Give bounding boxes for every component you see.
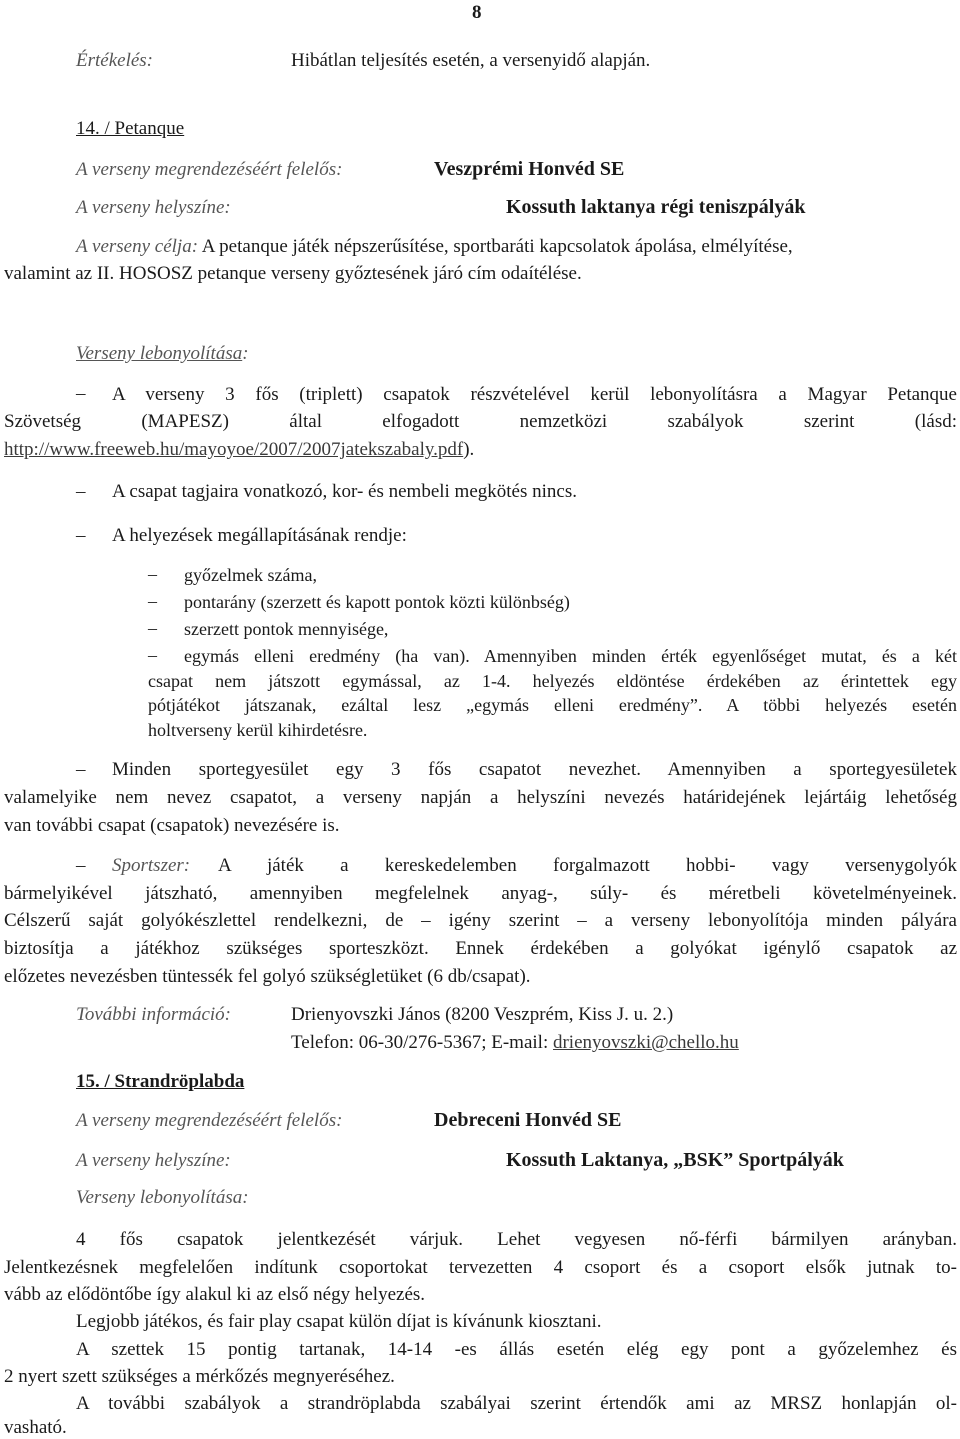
bullet-3: A helyezések megállapításának rendje: bbox=[112, 525, 407, 546]
sub-dash: – bbox=[148, 618, 157, 638]
para-2-line-1: A játék a kereskedelemben forgalmazott hobbi- vagy versenygolyók bbox=[218, 855, 957, 876]
strand-line-7: A további szabályok a strandröplabda szabályai szerint értendők ami az MRSZ honlapján ol- bbox=[76, 1393, 957, 1414]
sub-item-1: győzelmek száma, bbox=[184, 565, 317, 585]
sub-dash: – bbox=[148, 564, 157, 584]
goal-label: A verseny célja: bbox=[76, 236, 199, 257]
venue-value: Kossuth laktanya régi teniszpályák bbox=[506, 196, 806, 218]
strand-line-8: vasható. bbox=[4, 1417, 67, 1438]
info-line-1: Drienyovszki János (8200 Veszprém, Kiss J. u. 2.) bbox=[291, 1004, 674, 1025]
venue-value: Kossuth Laktanya, „BSK” Sportpályák bbox=[506, 1149, 844, 1171]
para-1-line-3: van további csapat (csapatok) nevezésére is. bbox=[4, 815, 340, 836]
section-heading-strand: 15. / Strandröplabda bbox=[76, 1071, 245, 1092]
strand-line-1: 4 fős csapatok jelentkezését várjuk. Lehet vegyesen nő-férfi bármilyen arányban. bbox=[76, 1229, 957, 1250]
strand-line-2: Jelentkezésnek megfelelően indítunk csoportokat tervezetten 4 csoport és a csoport elsők jutnak to- bbox=[4, 1257, 957, 1278]
bullet-1-line-1: A verseny 3 fős (triplett) csapatok részvételével kerül lebonyolításra a Magyar Petanque bbox=[112, 384, 957, 405]
para-2-line-3: Célszerű saját golyókészlettel rendelkezni, de – igény szerint – a verseny lebonyolítója minden pályára bbox=[4, 910, 957, 931]
sub-item-3: szerzett pontok mennyisége, bbox=[184, 619, 389, 639]
sportszer-label bbox=[112, 855, 190, 877]
organizer-label: A verseny megrendezéséért felelős: bbox=[76, 1110, 343, 1131]
bullet-dash: – bbox=[76, 383, 86, 404]
rules-link-after: ). bbox=[463, 439, 475, 460]
sub-item-4-line-2: csapat nem játszott egymással, az 1-4. helyezés eldöntése érdekében az érintettek egy bbox=[148, 671, 957, 691]
conduct-label: Verseny lebonyolítása bbox=[76, 343, 243, 364]
sub-dash: – bbox=[148, 591, 157, 611]
info-phone: Telefon: 06-30/276-5367; E-mail: bbox=[291, 1032, 553, 1053]
conduct-label: Verseny lebonyolítása: bbox=[76, 1187, 249, 1208]
sub-dash: – bbox=[148, 645, 157, 665]
goal-line-2: valamint az II. HOSOSZ petanque verseny győztesének járó cím odaítélése. bbox=[4, 263, 582, 284]
bullet-1-line-3 bbox=[4, 439, 474, 461]
goal-text: A petanque játék népszerűsítése, sportbaráti kapcsolatok ápolása, elmélyítése, bbox=[201, 236, 793, 257]
sub-item-4-line-1: egymás elleni eredmény (ha van). Amennyiben minden érték egyenlőséget mutat, és a két bbox=[184, 646, 957, 666]
evaluation-label: Értékelés: bbox=[76, 50, 154, 71]
para-1-line-2: valamelyike nem nevez csapatot, a verseny napján a helyszíni nevezés határidejének lejártáig lehetőség bbox=[4, 787, 957, 808]
sub-item-2: pontarány (szerzett és kapott pontok közti különbség) bbox=[184, 592, 570, 612]
para-2-line-2: bármelyikével játszható, amennyiben megfelelnek anyag-, súly- és méretbeli követelményeinek. bbox=[4, 883, 957, 904]
goal-line-1 bbox=[76, 236, 793, 258]
venue-label: A verseny helyszíne: bbox=[76, 197, 231, 218]
para-1-line-1: Minden sportegyesület egy 3 fős csapatot nevezhet. Amennyiben a sportegyesületek bbox=[112, 759, 957, 780]
sub-item-4-line-4: holtverseny kerül kihirdetésre. bbox=[148, 720, 368, 740]
page-number: 8 bbox=[472, 2, 482, 23]
bullet-1-line-2: Szövetség (MAPESZ) által elfogadott nemzetközi szabályok szerint (lásd: bbox=[4, 411, 957, 432]
organizer-value: Debreceni Honvéd SE bbox=[434, 1109, 622, 1131]
organizer-label: A verseny megrendezéséért felelős: bbox=[76, 159, 343, 180]
evaluation-text: Hibátlan teljesítés esetén, a versenyidő alapján. bbox=[291, 50, 651, 71]
para-2-line-4: biztosítja a játékhoz szükséges sporteszközt. Ennek érdekében a golyókat igénylő csapatok az bbox=[4, 938, 957, 959]
email-link[interactable]: drienyovszki@chello.hu bbox=[552, 1032, 739, 1053]
strand-line-4: Legjobb játékos, és fair play csapat külön díjat is kívánunk kiosztani. bbox=[76, 1311, 602, 1332]
conduct-colon: : bbox=[242, 343, 249, 364]
bullet-dash: – bbox=[76, 855, 86, 876]
sportszer-label-text: Sportszer bbox=[112, 855, 184, 876]
strand-line-5: A szettek 15 pontig tartanak, 14-14 -es állás esetén elég egy pont a győzelemhez és bbox=[76, 1339, 957, 1360]
strand-line-3: vább az elődöntőbe így alakul ki az első négy helyezés. bbox=[4, 1284, 426, 1305]
rules-link[interactable]: http://www.freeweb.hu/mayoyoe/2007/2007jatekszabaly.pdf bbox=[4, 439, 464, 460]
strand-line-6: 2 nyert szett szükséges a mérkőzés megnyeréséhez. bbox=[4, 1366, 395, 1387]
info-label: További információ: bbox=[76, 1004, 231, 1025]
section-heading-petanque: 14. / Petanque bbox=[76, 118, 185, 139]
bullet-dash: – bbox=[76, 525, 86, 546]
bullet-2: A csapat tagjaira vonatkozó, kor- és nembeli megkötés nincs. bbox=[112, 481, 577, 502]
para-2-line-5: előzetes nevezésben tüntessék fel golyó szükségletüket (6 db/csapat). bbox=[4, 966, 531, 987]
bullet-dash: – bbox=[76, 759, 86, 780]
organizer-value: Veszprémi Honvéd SE bbox=[434, 158, 625, 180]
sportszer-colon: : bbox=[183, 855, 191, 876]
conduct-heading bbox=[76, 343, 249, 365]
venue-label: A verseny helyszíne: bbox=[76, 1150, 231, 1171]
bullet-dash: – bbox=[76, 481, 86, 502]
info-line-2 bbox=[291, 1032, 739, 1054]
sub-item-4-line-3: pótjátékot játszanak, ezáltal lesz „egymás elleni eredmény”. A többi helyezés esetén bbox=[148, 695, 957, 715]
